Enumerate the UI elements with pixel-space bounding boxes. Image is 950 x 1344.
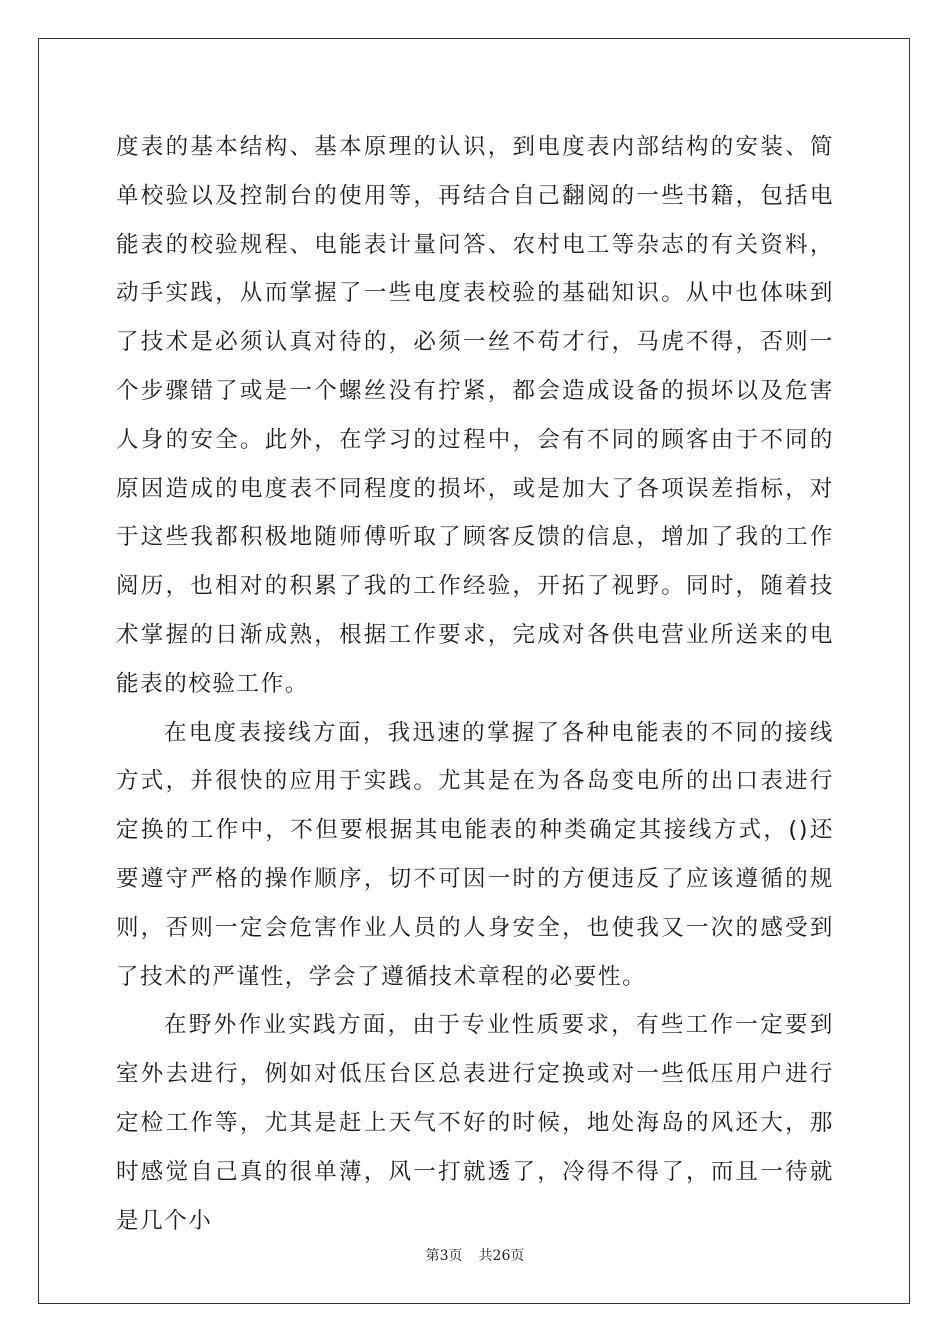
total-pages: 共26页 bbox=[478, 1248, 525, 1264]
page-footer bbox=[0, 1245, 950, 1265]
paragraph: 在电度表接线方面，我迅速的掌握了各种电能表的不同的接线方式，并很快的应用于实践。尤其是在为各岛变电所的出口表进行定换的工作中，不但要根据其电能表的种类确定其接线方式，()还要遵守严格的操作顺序，切不可因一时的方便违反了应该遵循的规则，否则一定会危害作业人员的人身安全，也使我又一次的感受到了技术的严谨性，学会了遵循技术章程的必要性。 bbox=[116, 719, 834, 990]
paragraph: 在野外作业实践方面，由于专业性质要求，有些工作一定要到室外去进行，例如对低压台区总表进行定换或对一些低压用户进行定检工作等，尤其是赶上天气不好的时候，地处海岛的风还大，那时感觉自己真的很单薄，风一打就透了，冷得不得了，而且一待就是几个小 bbox=[116, 1012, 834, 1234]
paragraph: 度表的基本结构、基本原理的认识，到电度表内部结构的安装、简单校验以及控制台的使用等，再结合自己翻阅的一些书籍，包括电能表的校验规程、电能表计量问答、农村电工等杂志的有关资料，动手实践，从而掌握了一些电度表校验的基础知识。从中也体味到了技术是必须认真对待的，必须一丝不苟才行，马虎不得，否则一个步骤错了或是一个螺丝没有拧紧，都会造成设备的损坏以及危害人身的安全。此外，在学习的过程中，会有不同的顾客由于不同的原因造成的电度表不同程度的损坏，或是加大了各项误差指标，对于这些我都积极地随师傅听取了顾客反馈的信息，增加了我的工作阅历，也相对的积累了我的工作经验，开拓了视野。同时，随着技术掌握的日渐成熟，根据工作要求，完成对各供电营业所送来的电能表的校验工作。 bbox=[116, 134, 834, 697]
page-number: 第3页 bbox=[425, 1248, 463, 1264]
document-body bbox=[116, 123, 834, 1245]
